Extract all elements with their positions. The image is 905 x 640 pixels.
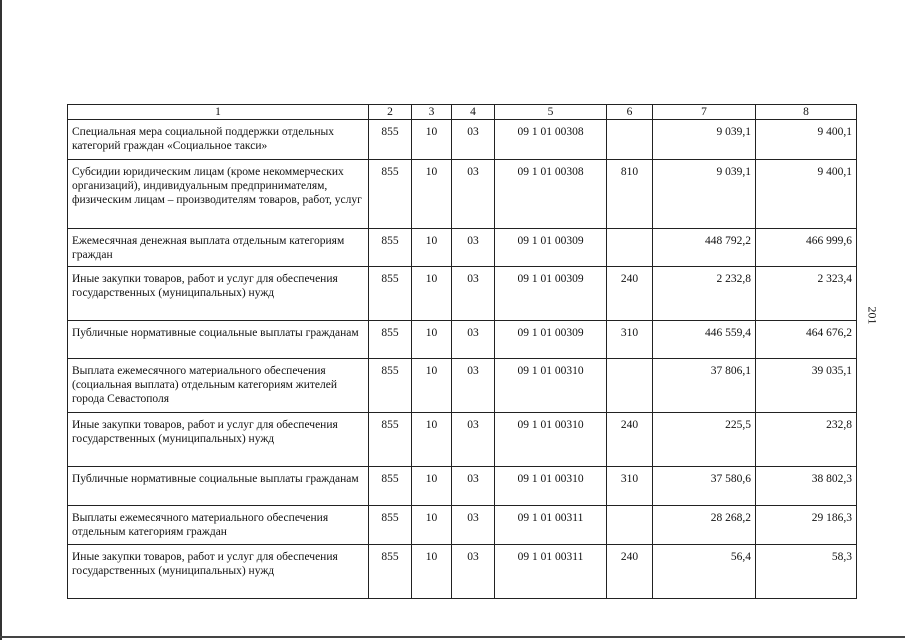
table-row [68, 506, 857, 545]
target-article-code: 09 1 01 00310 [495, 467, 607, 506]
budget-table [67, 104, 857, 599]
expense-type-code: 240 [607, 413, 653, 467]
expense-name: Выплаты ежемесячного материального обеспечения отдельным категориям граждан [68, 506, 369, 545]
expense-type-code: 310 [607, 321, 653, 359]
amount-col7: 2 232,8 [653, 267, 756, 321]
expense-name: Публичные нормативные социальные выплаты гражданам [68, 321, 369, 359]
amount-col7: 37 806,1 [653, 359, 756, 413]
ministry-code: 855 [369, 506, 412, 545]
table-row [68, 413, 857, 467]
expense-name: Иные закупки товаров, работ и услуг для обеспечения государственных (муниципальных) нужд [68, 545, 369, 599]
table-row [68, 229, 857, 267]
subsection-code: 03 [452, 120, 495, 160]
expense-name: Публичные нормативные социальные выплаты гражданам [68, 467, 369, 506]
expense-name: Специальная мера социальной поддержки отдельных категорий граждан «Социальное такси» [68, 120, 369, 160]
target-article-code: 09 1 01 00309 [495, 321, 607, 359]
section-code: 10 [412, 413, 452, 467]
column-header: 7 [653, 105, 756, 120]
expense-type-code: 310 [607, 467, 653, 506]
amount-col8: 29 186,3 [756, 506, 857, 545]
target-article-code: 09 1 01 00310 [495, 413, 607, 467]
page-border-left [0, 0, 2, 640]
amount-col8: 232,8 [756, 413, 857, 467]
expense-type-code [607, 506, 653, 545]
expense-type-code [607, 120, 653, 160]
ministry-code: 855 [369, 359, 412, 413]
section-code: 10 [412, 267, 452, 321]
section-code: 10 [412, 229, 452, 267]
table-row [68, 545, 857, 599]
expense-type-code: 240 [607, 545, 653, 599]
ministry-code: 855 [369, 467, 412, 506]
target-article-code: 09 1 01 00311 [495, 506, 607, 545]
amount-col7: 225,5 [653, 413, 756, 467]
expense-type-code: 810 [607, 160, 653, 229]
target-article-code: 09 1 01 00308 [495, 160, 607, 229]
amount-col8: 9 400,1 [756, 160, 857, 229]
column-header: 5 [495, 105, 607, 120]
subsection-code: 03 [452, 359, 495, 413]
target-article-code: 09 1 01 00309 [495, 267, 607, 321]
expense-name: Ежемесячная денежная выплата отдельным категориям граждан [68, 229, 369, 267]
page-number: 201 [865, 306, 880, 325]
subsection-code: 03 [452, 160, 495, 229]
ministry-code: 855 [369, 229, 412, 267]
ministry-code: 855 [369, 160, 412, 229]
section-code: 10 [412, 467, 452, 506]
expense-type-code: 240 [607, 267, 653, 321]
expense-type-code [607, 359, 653, 413]
amount-col7: 37 580,6 [653, 467, 756, 506]
amount-col7: 446 559,4 [653, 321, 756, 359]
target-article-code: 09 1 01 00311 [495, 545, 607, 599]
target-article-code: 09 1 01 00308 [495, 120, 607, 160]
amount-col8: 58,3 [756, 545, 857, 599]
expense-name: Иные закупки товаров, работ и услуг для обеспечения государственных (муниципальных) нужд [68, 267, 369, 321]
subsection-code: 03 [452, 467, 495, 506]
amount-col7: 9 039,1 [653, 120, 756, 160]
expense-name: Субсидии юридическим лицам (кроме некоммерческих организаций), индивидуальным предпринимателям, физическим лицам – производителям товаров, работ, услуг [68, 160, 369, 229]
section-code: 10 [412, 545, 452, 599]
table-row [68, 321, 857, 359]
expense-name: Иные закупки товаров, работ и услуг для обеспечения государственных (муниципальных) нужд [68, 413, 369, 467]
amount-col8: 2 323,4 [756, 267, 857, 321]
ministry-code: 855 [369, 413, 412, 467]
ministry-code: 855 [369, 321, 412, 359]
expense-name: Выплата ежемесячного материального обеспечения (социальная выплата) отдельным категориям жителей города Севастополя [68, 359, 369, 413]
section-code: 10 [412, 160, 452, 229]
section-code: 10 [412, 120, 452, 160]
amount-col7: 56,4 [653, 545, 756, 599]
ministry-code: 855 [369, 267, 412, 321]
table-row [68, 467, 857, 506]
subsection-code: 03 [452, 321, 495, 359]
column-header: 8 [756, 105, 857, 120]
table-row [68, 359, 857, 413]
expense-type-code [607, 229, 653, 267]
table-row [68, 267, 857, 321]
amount-col8: 466 999,6 [756, 229, 857, 267]
column-header: 1 [68, 105, 369, 120]
column-header: 2 [369, 105, 412, 120]
target-article-code: 09 1 01 00310 [495, 359, 607, 413]
amount-col7: 448 792,2 [653, 229, 756, 267]
subsection-code: 03 [452, 506, 495, 545]
subsection-code: 03 [452, 267, 495, 321]
amount-col8: 39 035,1 [756, 359, 857, 413]
ministry-code: 855 [369, 120, 412, 160]
amount-col8: 9 400,1 [756, 120, 857, 160]
target-article-code: 09 1 01 00309 [495, 229, 607, 267]
page-border-bottom [0, 636, 905, 638]
subsection-code: 03 [452, 229, 495, 267]
amount-col8: 464 676,2 [756, 321, 857, 359]
section-code: 10 [412, 506, 452, 545]
table-row [68, 160, 857, 229]
section-code: 10 [412, 321, 452, 359]
amount-col7: 28 268,2 [653, 506, 756, 545]
table-row [68, 120, 857, 160]
column-header: 3 [412, 105, 452, 120]
ministry-code: 855 [369, 545, 412, 599]
column-header: 4 [452, 105, 495, 120]
amount-col7: 9 039,1 [653, 160, 756, 229]
amount-col8: 38 802,3 [756, 467, 857, 506]
table-header-row [68, 105, 857, 120]
subsection-code: 03 [452, 545, 495, 599]
subsection-code: 03 [452, 413, 495, 467]
column-header: 6 [607, 105, 653, 120]
section-code: 10 [412, 359, 452, 413]
